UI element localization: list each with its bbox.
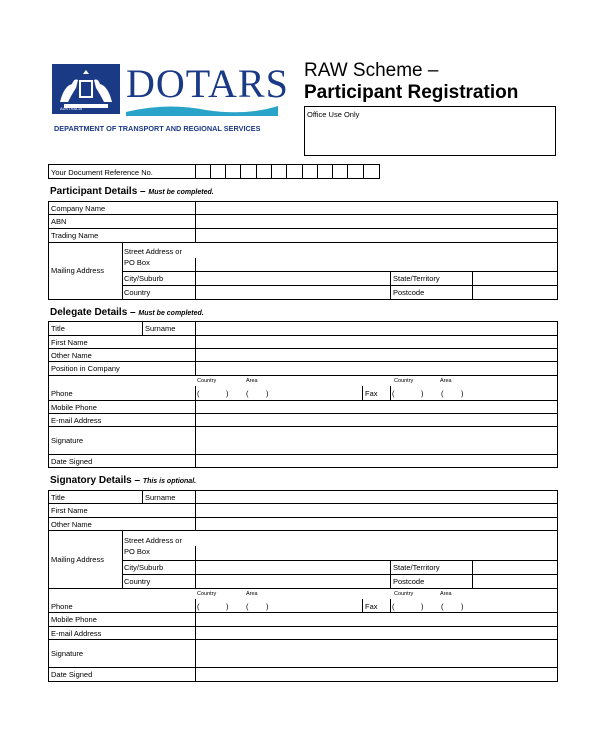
- delegate-other-name-label: Other Name: [51, 351, 92, 360]
- signatory-surname-label: Surname: [145, 493, 176, 502]
- state-field[interactable]: [473, 272, 557, 285]
- delegate-first-name-label: First Name: [51, 338, 88, 347]
- reference-digit[interactable]: [302, 164, 318, 179]
- signatory-po-box-label: PO Box: [124, 547, 150, 556]
- delegate-date-field[interactable]: [196, 455, 557, 467]
- delegate-first-name-field[interactable]: [196, 336, 557, 348]
- fax-country-hdr: Country: [394, 378, 414, 384]
- street-address-label: Street Address or: [124, 247, 182, 256]
- company-name-label: Company Name: [51, 204, 106, 213]
- phone-area-hdr: Area: [246, 378, 258, 384]
- signatory-other-name-field[interactable]: [196, 518, 557, 530]
- fax-area-hdr: Area: [440, 378, 452, 384]
- abn-label: ABN: [51, 217, 67, 226]
- wave-icon: [126, 102, 278, 116]
- signatory-street-field[interactable]: [196, 531, 557, 560]
- reference-digit[interactable]: [363, 164, 380, 179]
- signatory-email-label: E-mail Address: [51, 629, 102, 638]
- postcode-field[interactable]: [473, 286, 557, 299]
- country-field[interactable]: [196, 286, 390, 299]
- signatory-signature-field[interactable]: [196, 640, 557, 667]
- abn-field[interactable]: [196, 215, 557, 228]
- delegate-position-field[interactable]: [196, 362, 557, 375]
- logo-wordmark: DOTARS: [126, 61, 289, 106]
- signatory-phone-label: Phone: [51, 602, 73, 611]
- po-box-label: PO Box: [124, 258, 150, 267]
- signatory-signature-label: Signature: [51, 649, 84, 658]
- reference-digit[interactable]: [195, 164, 211, 179]
- signatory-state-label: State/Territory: [393, 563, 440, 572]
- delegate-mobile-field[interactable]: [196, 401, 557, 413]
- form-title: RAW Scheme – Participant Registration: [304, 60, 519, 103]
- city-field[interactable]: [196, 272, 390, 285]
- signatory-country-field[interactable]: [196, 575, 390, 588]
- sig-phone-area-hdr: Area: [246, 591, 258, 597]
- signatory-mobile-field[interactable]: [196, 613, 557, 626]
- phone-country-hdr: Country: [197, 378, 217, 384]
- reference-digit[interactable]: [347, 164, 364, 179]
- delegate-phone-label: Phone: [51, 389, 73, 398]
- delegate-phone-field[interactable]: ( ) ( ): [197, 389, 269, 398]
- emblem-caption: AUSTRALIA: [60, 106, 83, 111]
- delegate-heading: Delegate Details – Must be completed.: [50, 307, 204, 318]
- sig-fax-area-hdr: Area: [440, 591, 452, 597]
- reference-digit[interactable]: [240, 164, 257, 179]
- reference-digit[interactable]: [225, 164, 241, 179]
- signatory-phone-field[interactable]: ( ) ( ): [197, 602, 269, 611]
- signatory-heading: Signatory Details – This is optional.: [50, 475, 197, 486]
- trading-name-label: Trading Name: [51, 231, 99, 240]
- signatory-city-field[interactable]: [196, 561, 390, 574]
- delegate-position-label: Position in Company: [51, 364, 120, 373]
- reference-digit[interactable]: [286, 164, 303, 179]
- sig-phone-country-hdr: Country: [197, 591, 217, 597]
- signatory-title-label: Title: [51, 493, 65, 502]
- reference-digit[interactable]: [256, 164, 272, 179]
- delegate-signature-field[interactable]: [196, 427, 557, 454]
- reference-label-cell: Your Document Reference No.: [48, 164, 196, 179]
- delegate-surname-label: Surname: [145, 324, 176, 333]
- state-label: State/Territory: [393, 274, 440, 283]
- street-address-field[interactable]: [196, 243, 557, 271]
- delegate-signature-label: Signature: [51, 436, 84, 445]
- signatory-date-label: Date Signed: [51, 670, 93, 679]
- signatory-other-name-label: Other Name: [51, 520, 92, 529]
- delegate-title-label: Title: [51, 324, 65, 333]
- signatory-first-name-label: First Name: [51, 506, 88, 515]
- delegate-title-field[interactable]: [80, 322, 142, 335]
- delegate-mobile-label: Mobile Phone: [51, 403, 97, 412]
- delegate-email-label: E-mail Address: [51, 416, 102, 425]
- delegate-date-label: Date Signed: [51, 457, 93, 466]
- reference-digit[interactable]: [271, 164, 287, 179]
- signatory-email-field[interactable]: [196, 627, 557, 639]
- department-name: DEPARTMENT OF TRANSPORT AND REGIONAL SERVICES: [54, 124, 261, 133]
- city-label: City/Suburb: [124, 274, 164, 283]
- signatory-city-label: City/Suburb: [124, 563, 164, 572]
- delegate-other-name-field[interactable]: [196, 349, 557, 361]
- reference-digit[interactable]: [317, 164, 333, 179]
- signatory-postcode-field[interactable]: [473, 575, 557, 588]
- delegate-fax-field[interactable]: ( ) ( ): [392, 389, 464, 398]
- signatory-first-name-field[interactable]: [196, 504, 557, 517]
- delegate-email-field[interactable]: [196, 414, 557, 426]
- signatory-fax-label: Fax: [365, 602, 378, 611]
- country-label: Country: [124, 288, 151, 297]
- participant-heading: Participant Details – Must be completed.: [50, 186, 214, 197]
- sig-fax-country-hdr: Country: [394, 591, 414, 597]
- postcode-label: Postcode: [393, 288, 425, 297]
- signatory-date-field[interactable]: [196, 668, 557, 681]
- delegate-surname-field[interactable]: [196, 322, 557, 335]
- reference-digit[interactable]: [332, 164, 348, 179]
- signatory-postcode-label: Postcode: [393, 577, 425, 586]
- reference-digit[interactable]: [210, 164, 226, 179]
- signatory-surname-field[interactable]: [196, 491, 557, 503]
- signatory-mailing-label: Mailing Address: [51, 555, 104, 564]
- signatory-title-field[interactable]: [80, 491, 142, 503]
- signatory-mobile-label: Mobile Phone: [51, 615, 97, 624]
- signatory-fax-field[interactable]: ( ) ( ): [392, 602, 464, 611]
- mailing-address-label: Mailing Address: [51, 266, 104, 275]
- signatory-street-label: Street Address or: [124, 536, 182, 545]
- signatory-country-label: Country: [124, 577, 151, 586]
- company-name-field[interactable]: [196, 202, 557, 214]
- signatory-state-field[interactable]: [473, 561, 557, 574]
- delegate-fax-label: Fax: [365, 389, 378, 398]
- trading-name-field[interactable]: [196, 229, 557, 242]
- office-use-box: Office Use Only: [304, 106, 556, 156]
